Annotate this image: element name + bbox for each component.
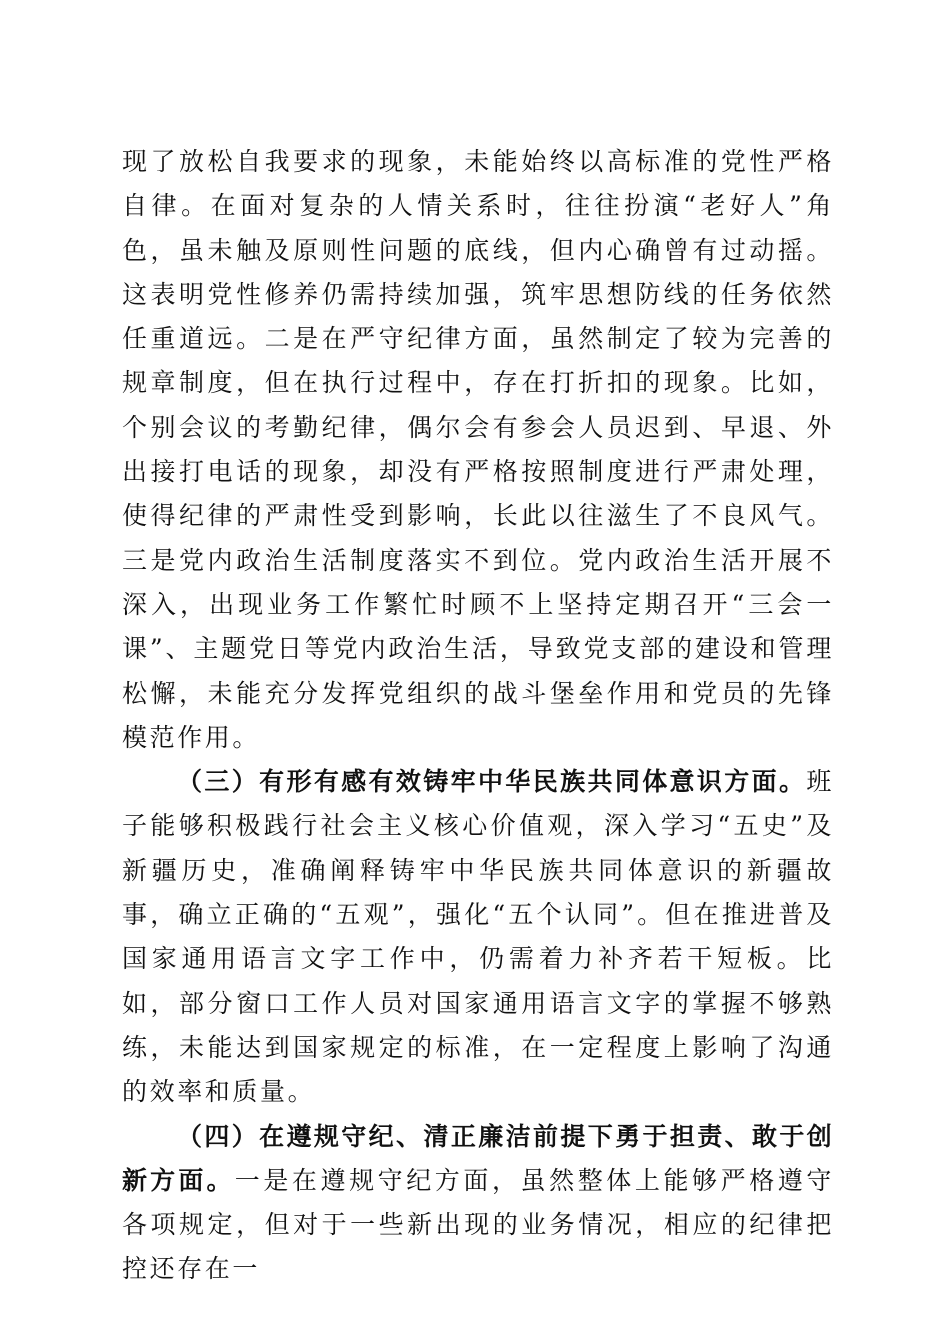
- section-heading-4: （四）在遵规守纪、清正廉洁前提下勇于担责、敢于创新方面。: [122, 1121, 834, 1195]
- paragraph-body: 一是在遵规守纪方面，虽然整体上能够严格遵守各项规定，但对于一些新出现的业务情况，相应的纪律把控还存在一: [122, 1165, 834, 1284]
- paragraph-continued: [122, 140, 834, 760]
- paragraph-body: 现了放松自我要求的现象，未能始终以高标准的党性严格自律。在面对复杂的人情关系时，往往扮演“老好人”角色，虽未触及原则性问题的底线，但内心确曾有过动摇。这表明党性修养仍需持续加强，筑牢思想防线的任务依然任重道远。二是在严守纪律方面，虽然制定了较为完善的规章制度，但在执行过程中，存在打折扣的现象。比如，个别会议的考勤纪律，偶尔会有参会人员迟到、早退、外出接打电话的现象，却没有严格按照制度进行严肃处理，使得纪律的严肃性受到影响，长此以往滋生了不良风气。三是党内政治生活制度落实不到位。党内政治生活开展不深入，出现业务工作繁忙时顾不上坚持定期召开“三会一课”、主题党日等党内政治生活，导致党支部的建设和管理松懈，未能充分发挥党组织的战斗堡垒作用和党员的先锋模范作用。: [122, 147, 834, 752]
- document-body: [122, 140, 834, 1292]
- paragraph-section-4: [122, 1115, 834, 1292]
- paragraph-section-3: [122, 760, 834, 1114]
- paragraph-body: 班子能够积极践行社会主义核心价值观，深入学习“五史”及新疆历史，准确阐释铸牢中华民族共同体意识的新疆故事，确立正确的“五观”，强化“五个认同”。但在推进普及国家通用语言文字工作中，仍需着力补齐若干短板。比如，部分窗口工作人员对国家通用语言文字的掌握不够熟练，未能达到国家规定的标准，在一定程度上影响了沟通的效率和质量。: [122, 767, 834, 1107]
- section-heading-3: （三）有形有感有效铸牢中华民族共同体意识方面。: [177, 767, 807, 797]
